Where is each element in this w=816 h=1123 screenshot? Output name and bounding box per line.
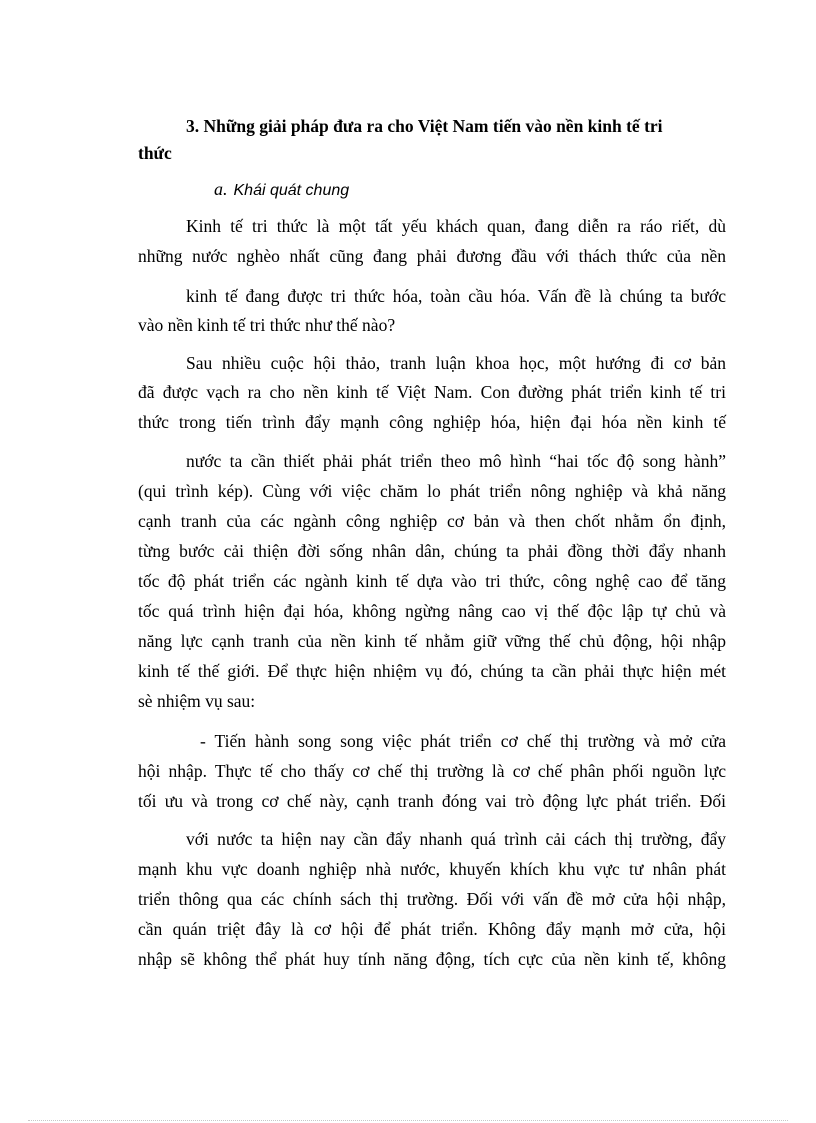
body-line: với nước ta hiện nay cần đẩy nhanh quá trình cải cách thị trường, đẩy (186, 829, 726, 849)
body-line: những nước nghèo nhất cũng đang phải đương đầu với thách thức của nền (138, 246, 726, 266)
body-line: kinh tế thế giới. Để thực hiện nhiệm vụ đó, chúng ta cần phải thực hiện mét (138, 661, 726, 681)
body-line: (qui trình kép). Cùng với việc chăm lo phát triển nông nghiệp và khả năng (138, 481, 726, 501)
body-line: - Tiến hành song song việc phát triển cơ chế thị trường và mở cửa (200, 731, 726, 751)
subsection-title: Khái quát chung (233, 182, 350, 199)
subsection-marker: a. (214, 179, 228, 199)
body-line: vào nền kinh tế tri thức như thế nào? (138, 315, 396, 335)
page-bottom-divider (28, 1120, 788, 1121)
body-line: đã được vạch ra cho nền kinh tế Việt Nam. Con đường phát triển kinh tế tri (138, 382, 726, 402)
body-line: tốc quá trình hiện đại hóa, không ngừng nâng cao vị thế độc lập tự chủ và (138, 601, 726, 621)
body-line: thức trong tiến trình đẩy mạnh công nghiệp hóa, hiện đại hóa nền kinh tế (138, 412, 726, 432)
body-line: sè nhiệm vụ sau: (138, 691, 256, 711)
body-line: mạnh khu vực doanh nghiệp nhà nước, khuyến khích khu vực tư nhân phát (138, 859, 726, 879)
body-line: tối ưu và trong cơ chế này, cạnh tranh đóng vai trò động lực phát triển. Đối (138, 791, 726, 811)
section-heading-line-2: thức (138, 143, 172, 163)
body-line: triển thông qua các chính sách thị trường. Đối với vấn đề mở cửa hội nhập, (138, 889, 726, 909)
body-line: nước ta cần thiết phải phát triển theo mô hình “hai tốc độ song hành” (186, 451, 726, 471)
body-line: cần quán triệt đây là cơ hội để phát triển. Không đẩy mạnh mở cửa, hội (138, 919, 726, 939)
body-line: Sau nhiều cuộc hội thảo, tranh luận khoa học, một hướng đi cơ bản (186, 353, 726, 373)
body-line: cạnh tranh của các ngành công nghiệp cơ bản và then chốt nhằm ổn định, (138, 511, 726, 531)
body-line: hội nhập. Thực tế cho thấy cơ chế thị trường là cơ chế phân phối nguồn lực (138, 761, 726, 781)
body-line: Kinh tế tri thức là một tất yếu khách quan, đang diễn ra ráo riết, dù (186, 216, 726, 236)
subsection-heading (214, 178, 349, 202)
body-line: nhập sẽ không thể phát huy tính năng động, tích cực của nền kinh tế, không (138, 949, 726, 969)
section-heading-line-1: 3. Những giải pháp đưa ra cho Việt Nam tiến vào nền kinh tế tri (186, 116, 663, 136)
body-line: năng lực cạnh tranh của nền kinh tế nhằm giữ vững thế chủ động, hội nhập (138, 631, 726, 651)
body-line: từng bước cải thiện đời sống nhân dân, chúng ta phải đồng thời đẩy nhanh (138, 541, 726, 561)
body-line: kinh tế đang được tri thức hóa, toàn cầu hóa. Vấn đề là chúng ta bước (186, 286, 726, 306)
body-line: tốc độ phát triển các ngành kinh tế dựa vào tri thức, công nghệ cao để tăng (138, 571, 726, 591)
